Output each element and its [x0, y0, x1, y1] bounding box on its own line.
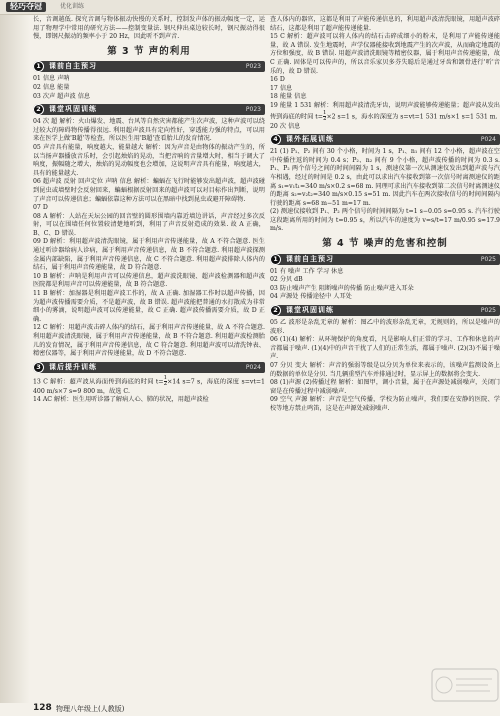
answer-text: ×2 s=1 s，海水的深度为 s=vt=1 531 m/s×1 s=1 531 m.	[326, 113, 498, 121]
fraction-numerator: 1	[163, 374, 168, 381]
answer-line: 16 D	[270, 76, 285, 84]
banner-number: 3	[33, 362, 44, 373]
banner-class-practice	[33, 104, 265, 115]
page-footer	[0, 703, 500, 716]
banner-number: 1	[33, 61, 44, 72]
answer-item: 12 C 解析：用超声波击碎人体内的结石，属于利用声音传递能量，故 A 不符合题意. 利用超声波清洗眼镜，属于利用声音传递能量，故 B 不符合题意. 利用超声波检测胎儿的发育情况，属于利用声音传递信息，故 C 符合题意. 利用超声波可以清洗钟表、精密仪器等，属于利用声音传递能量，故 D 不符合题意.	[33, 324, 265, 358]
answer-text: 19 能量 1 531 解析：利用超声波清洗牙齿，说明声波能够传递能量；超声波从发出传到海底的时间 t=	[270, 101, 500, 121]
answer-line: 03 防止噪声产生 阻断噪声的传播 防止噪声进入耳朵	[270, 284, 414, 292]
answer-text: 13 C 解析：超声波从海面传到海底的时间 t=	[33, 378, 164, 386]
answer-item: 05 乙 波形是杂乱无章的 解析：图乙中的波形杂乱无章，无规则的，所以是噪声的波形.	[270, 319, 500, 335]
answer-item: 04 次 超 解析：火山爆发、地震、台风等自然灾害都能产生次声波，这种声波可以绕过较大的障碍物传播得很远. 利用超声波具有定向性好，穿透能力强的特点，可以用来在医学上做'B超'等检查，所以医生用'B超'查看胎儿的发育情况.	[33, 118, 265, 143]
answer-item-19	[270, 102, 500, 123]
answer-line: 17 信息	[270, 84, 293, 92]
answer-item: 11 B 解析：加湿器是利用超声波工作的，故 A 正确. 加湿器工作时以超声传播，因为超声波传播需要介质，不是超声波，故 B 错误. 超声波能把普通的水打散成为非常细小的雾滴，说明超声波可以传递能量，故 C 正确. 超声波传播需要介质，故 D 正确.	[33, 290, 265, 323]
fraction-numerator: 1	[322, 109, 327, 116]
answer-item: 21 (1) P₁、P₂ 间有 30 个小格，时间为 1 s，P₁、n₁ 间有 12 个小格，超声波在空中传播往返的时间为 0.4 s；P₂、n₂ 间有 9 个小格，超声波传播的时间为 0.3 s. P₁、P₂ 两个信号之间的时间间隔为 1 s，测速仪第一次从测速仪发出到超声波与汽车相遇，经过的时间是 0.2 s，由此可以求出汽车接收到第一次信号时离测速仪的距离 s₁=v₁t₁=340 m/s×0.2 s=68 m. 同理可求出汽车接收到第二次信号时离测速仪的距离 s₂=v₂t₂=340 m/s×0.15 s=51 m. 因此汽车在两次接收信号的时间间隔内行驶的距离 s=68 m−51 m=17 m.	[270, 148, 500, 207]
banner-page-ref: P023	[245, 106, 261, 114]
fraction-denominator: 2	[163, 381, 168, 388]
answer-item-13	[33, 376, 265, 397]
answer-item: 08 A 解析：人站在天坛公园的回音壁的圆形围墙内靠近墙边讲话，声音经过多次反射，可以在围墙任何位置较清楚地听到，利用了声音反射造成的效果. 故 A 正确，B、C、D 错误.	[33, 212, 265, 237]
banner-number: 4	[270, 134, 281, 145]
answer-item: 07 分贝 变大 解析：声音的强弱等级是以分贝为单位来表示的，该噪声监测设备上的数据的单位是分贝. 当几辆重型汽车并排通过时，显示屏上的数据将会变大.	[270, 362, 500, 378]
answer-item: 08 (1)声源 (2)传播过程 解析：如图甲，调小音量，属于在声源处减弱噪声，关闭门窗是在传播过程中减弱噪声.	[270, 379, 500, 395]
answer-line: 03 次声 超声波 信息	[33, 92, 91, 100]
answer-line: 02 分贝 dB	[270, 276, 303, 284]
banner-title: 课前自主预习	[49, 62, 97, 71]
banner-number: 1	[270, 254, 281, 265]
answer-item: 10 B 解析：声呐是利用声音可以传递信息，超声波洗眼镜、超声波检测器和超声波医院都是利用声音可以传递能量，故 B 符合题意.	[33, 272, 265, 289]
banner-page-ref: P025	[480, 307, 496, 315]
intro-paragraph: 长，音调越低. 探究音调与物体振动快慢的关系时，控制发声体的振动幅度一定，运用了物理学中常用的研究方法——控制变量法. 钢尺伸出桌边较长时，钢尺振动得很慢，即钢尺振动的频率小于 20 Hz，因此听不到声音.	[33, 16, 265, 41]
banner-page-ref: P025	[480, 255, 496, 263]
banner-after-class	[33, 362, 265, 373]
fraction-denominator: 2	[322, 116, 327, 123]
answer-item: 06 (1)(4) 解析：从环境保护的角度看，凡是影响人们正常的学习、工作和休息的声音都属于噪声. (1)(4)中的声音干扰了人们的正常生活，都属于噪声. (2)(3)不属于噪声.	[270, 336, 500, 361]
section-title-4: 第 4 节 噪声的危害和控制	[322, 238, 448, 250]
banner-title: 课堂巩固训练	[49, 105, 97, 114]
banner-page-ref: P024	[480, 136, 496, 144]
header-bar	[0, 0, 500, 15]
watermark-stamp-icon	[430, 665, 500, 705]
banner-title: 课堂巩固训练	[286, 306, 334, 315]
page-fold-shadow	[0, 14, 30, 703]
banner-number: 2	[270, 305, 281, 316]
answer-line: 20 次 信息	[270, 122, 301, 130]
banner-page-ref: P024	[245, 363, 261, 371]
answer-item: 06 超声波 反射 回声定位 声呐 信息 解析：蝙蝠在飞行时能够发出超声波，超声波碰到昆虫或墙壁时会反射回来，蝙蝠根据反射回来的超声波可以对目标作出判断，说明了声音可以传递信息；蝙蝠依靠这种方法可以在黑暗中找到昆虫或避开障碍物.	[33, 178, 265, 203]
continued-paragraph: 查人体内的器官，这都是利用了声能传递信息的，利用超声波清洗眼镜，用超声波碎结石，这都是利用了超声能传递能量.	[270, 16, 500, 32]
answer-line: 04 声源处 传播途径中 人耳处	[270, 293, 352, 301]
banner-title: 课后提升训练	[49, 362, 97, 371]
left-column	[33, 16, 265, 405]
right-column	[270, 16, 500, 414]
answer-line: 18 能量 信息	[270, 93, 307, 101]
section-title-3: 第 3 节 声的利用	[107, 45, 191, 57]
answer-item: 09 空气 声源 解析：声音是空气传播，学校为防止噪声，我们要在安静的医院、学校等地方禁止鸣笛，这是在声源处减弱噪声.	[270, 396, 500, 412]
answer-item: 07 D	[33, 204, 48, 212]
answer-line: 02 信息 能量	[33, 83, 70, 91]
banner-extension	[270, 134, 500, 145]
answer-item: 14 AC 解析：医生用听诊器了解病人心、肺的状况，用超声波检	[33, 396, 209, 404]
page-number: 128	[33, 703, 52, 713]
answer-line: 01 有 噪声 工作 学习 休息	[270, 267, 344, 275]
answer-line: 01 信息 声呐	[33, 75, 70, 83]
answer-item: 09 D 解析：利用超声波清洗眼镜，属于利用声音传递能量，故 A 不符合题意. 医生通过听诊器给病人诊病，属于利用声音传递信息，故 B 不符合题意. 利用超声波探测金属内部缺陷，属于利用声音传递信息，故 C 不符合题意. 利用超声波排除人体内的结石，属于利用声音传递能量，故 D 符合题意.	[33, 238, 265, 272]
banner-pre-study	[270, 254, 500, 265]
answer-item: (2) 测速仪接收到 P₁、P₂ 两个信号的时间间隔为 t=1 s−0.05 s=0.95 s. 汽车行驶这段距离所用的时间为 t=0.95 s，所以汽车的速度为 v=s/t=17 m/0.95 s≈17.9 m/s.	[270, 208, 500, 233]
banner-page-ref: P023	[245, 63, 261, 71]
brand-subtitle: 优化训练	[60, 3, 85, 10]
answer-text: ×14 s=7 s，海底的深度 s=vt=1 400 m/s×7 s=9 800 m，故选 C.	[33, 378, 265, 395]
book-title: 物理八年级上(人教版)	[56, 705, 125, 713]
banner-class-practice	[270, 305, 500, 316]
answer-item: 15 C 解析：超声波可以将人体内的结石击碎成细小的粉末，是利用了声能传递能量，故 A 错误. 发生地震时，声学仪器能接收到地震产生的次声波，从而确定地震的方位和强度，故 B 错误. 用超声波清洗眼镜等精密仪器，属于利用声音传递能量，故 C 正确. 固体是可以传声的，所以音乐家贝多芬失聪后是通过牙齿和颌骨进行'听'音乐的，故 D 错误.	[270, 33, 500, 75]
banner-number: 2	[33, 104, 44, 115]
answer-item: 05 声音具有能量，响度越大，能量越大 解析：因为声音是由物体的振动产生的，所以当扬声器播放音乐时，会引起烛焰的晃动，当把音响的音量增大时，相当于调大了响度，振幅随之增大，烛焰的晃动幅度也会增加，这说明声音具有能量，响度越大，具有的能量越大.	[33, 143, 265, 177]
banner-pre-study	[33, 61, 265, 72]
banner-title: 课外拓展训练	[286, 135, 334, 144]
brand-logo: 轻巧夺冠	[6, 2, 46, 12]
banner-title: 课前自主预习	[286, 254, 334, 263]
